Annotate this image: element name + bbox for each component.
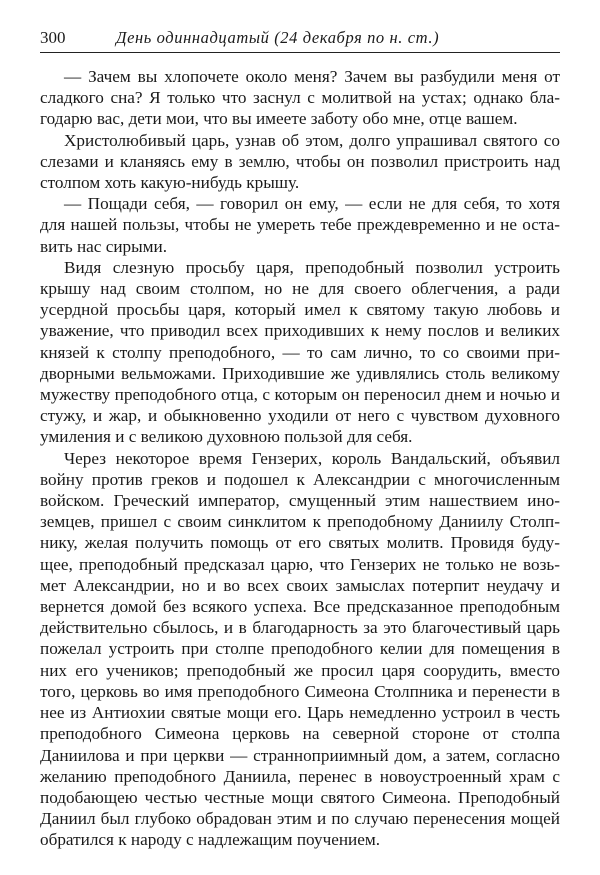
page-number: 300 <box>40 28 66 47</box>
body-text <box>40 66 560 851</box>
paragraph: — Пощади себя, — говорил он ему, — если не для себя, то хотя для нашей пользы, чтобы не умереть тебе преждевременно и не оставить нас сирыми. <box>40 194 560 256</box>
page-header <box>40 28 560 54</box>
header-rule <box>40 52 560 53</box>
paragraph: — Зачем вы хлопочете около меня? Зачем вы разбудили меня от сладкого сна? Я только что заснул с молитвой на устах; однако благодарю вас, дети мои, что вы имеете заботу обо мне, отце вашем. <box>40 67 560 129</box>
running-title: День одиннадцатый (24 декабря по н. ст.) <box>116 28 440 47</box>
paragraph: Видя слезную просьбу царя, преподобный позволил устроить крышу над своим столпом, но не для своего облегчения, а ради усердной просьбы царя, который имел к святому такую любовь и уважение, что приводил всех приходивших к нему послов и великих князей к столпу преподобного, — то сам лично, то со своими придворными вельможами. Приходившие же удивлялись столь великому мужеству преподобного отца, с которым он переносил днем и ночью и стужу, и жар, и обыкновенно уходили от него с чувством духовного умиления и с великою духовною пользой для себя. <box>40 257 560 447</box>
paragraph: Через некоторое время Гензерих, король Вандальский, объявил войну против греков и подошел к Александрии с многочисленным войском. Греческий император, смущенный этим нашествием иноземцев, пришел с своим синклитом к преподобному Даниилу Столпнику, желая получить помощь от его святых молитв. Провидя будущее, преподобный предсказал царю, что Гензерих не только не возьмет Александрии, но и во всех своих замыслах потерпит неудачу и вернется домой без всякого успеха. Все предсказанное преподобным действительно сбылось, и в благодарность за это благочестивый царь пожелал устроить при столпе преподобного келии для помещения в них его учеников; преподобный же просил царя соорудить, вместо того, церковь во имя преподобного Симеона Столпника и перенести в нее из Антиохии святые мощи его. Царь немедленно устроил в честь преподобного Симеона церковь на северной стороне от столпа Даниилова и при церкви — странноприимный дом, а затем, согласно желанию преподобного Даниила, перенес в новоустроенный храм с подобающею честью честные мощи святого Симеона. Преподобный Даниил был глубоко обрадован этим и по случаю перенесения мощей обратился к народу с надлежащим поучением. <box>40 448 560 850</box>
paragraph: Христолюбивый царь, узнав об этом, долго упрашивал святого со слезами и кланяясь ему в землю, чтобы он позволил пристроить над столпом хоть какую-нибудь крышу. <box>40 130 560 193</box>
